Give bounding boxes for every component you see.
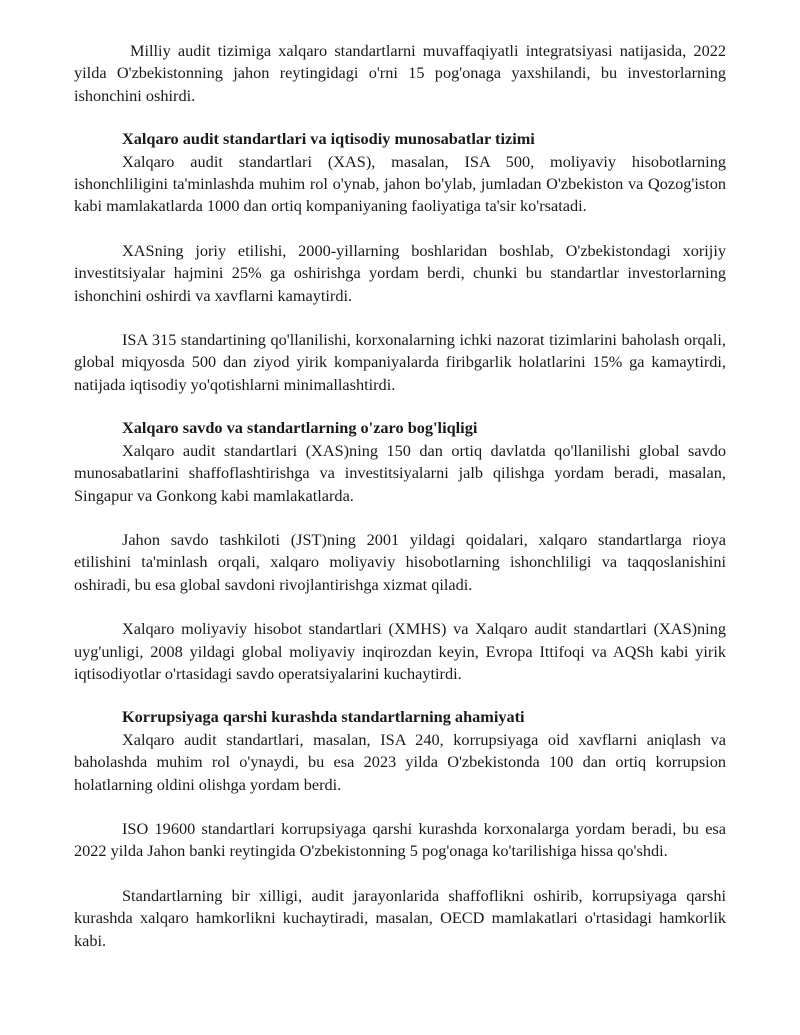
paragraph-isa-240: Xalqaro audit standartlari, masalan, ISA 240, korrupsiyaga oid xavflarni aniqlash va baholashda muhim rol o'ynaydi, bu esa 2023 yilda O'zbekistonda 100 dan ortiq korrupsion holatlarning oldini olishga yordam berdi.: [74, 729, 726, 794]
paragraph-intro: Milliy audit tizimiga xalqaro standartlarni muvaffaqiyatli integratsiyasi natijasida, 2022 yilda O'zbekistonning jahon reytingidagi o'rni 15 pog'onaga yaxshilandi, bu investorlarning ishonchini oshirdi.: [74, 41, 726, 105]
paragraph-isa-315: ISA 315 standartining qo'llanilishi, korxonalarning ichki nazorat tizimlarini baholash orqali, global miqyosda 500 dan ziyod yirik kompaniyalarda firibgarlik holatlarini 15% ga kamaytirdi, natijada iqtisodiy yo'qotishlarni minimallashtirdi.: [74, 330, 726, 394]
section-heading-anticorruption: Korrupsiyaga qarshi kurashda standartlarning ahamiyati: [122, 707, 525, 727]
paragraph-iso-19600: ISO 19600 standartlari korrupsiyaga qarshi kurashda korxonalarga yordam beradi, bu esa 2022 yilda Jahon banki reytingida O'zbekistonning 5 pog'onaga ko'tarilishiga hissa qo'shdi.: [74, 818, 726, 861]
paragraph-xas-trade: Xalqaro audit standartlari (XAS)ning 150 dan ortiq davlatda qo'llanilishi global savdo munosabatlarini shaffoflashtirishga va investitsiyalarni jalb qilishga yordam beradi, masalan, Singapur va Gonkong kabi mamlakatlarda.: [74, 440, 726, 505]
paragraph-xas-role: Xalqaro audit standartlari (XAS), masalan, ISA 500, moliyaviy hisobotlarning ishonchliligini ta'minlashda muhim rol o'ynab, jahon bo'ylab, jumladan O'zbekiston va Qozog'iston kabi mamlakatlarda 1000 dan ortiq kompaniyaning faoliyatiga ta'sir ko'rsatadi.: [74, 151, 726, 216]
paragraph-ifrs-harmony: Xalqaro moliyaviy hisobot standartlari (XMHS) va Xalqaro audit standartlari (XAS)ning uyg'unligi, 2008 yildagi global moliyaviy inqirozdan keyin, Evropa Ittifoqi va AQSh kabi yirik iqtisodiyotlar o'rtasidagi savdo operatsiyalarini kuchaytirdi.: [74, 619, 726, 683]
paragraph-xas-investments: XASning joriy etilishi, 2000-yillarning boshlaridan boshlab, O'zbekistondagi xorijiy investitsiyalar hajmini 25% ga oshirishga yordam berdi, chunki bu standartlar investorlarning ishonchini oshirdi va xavflarni kamaytirdi.: [74, 240, 726, 305]
section-heading-trade: Xalqaro savdo va standartlarning o'zaro bog'liqligi: [122, 418, 478, 438]
paragraph-wto: Jahon savdo tashkiloti (JST)ning 2001 yildagi qoidalari, xalqaro standartlarga rioya etilishini ta'minlash orqali, xalqaro moliyaviy hisobotlarning ishonchliligi va taqqoslanishini oshiradi, bu esa global savdoni rivojlantirishga xizmat qiladi.: [74, 529, 726, 594]
document-page: [74, 40, 726, 952]
section-heading-audit-standards: Xalqaro audit standartlari va iqtisodiy munosabatlar tizimi: [122, 129, 535, 149]
paragraph-uniformity: Standartlarning bir xilligi, audit jarayonlarida shaffoflikni oshirib, korrupsiyaga qarshi kurashda xalqaro hamkorlikni kuchaytiradi, masalan, OECD mamlakatlari o'rtasidagi hamkorlik kabi.: [74, 885, 726, 950]
